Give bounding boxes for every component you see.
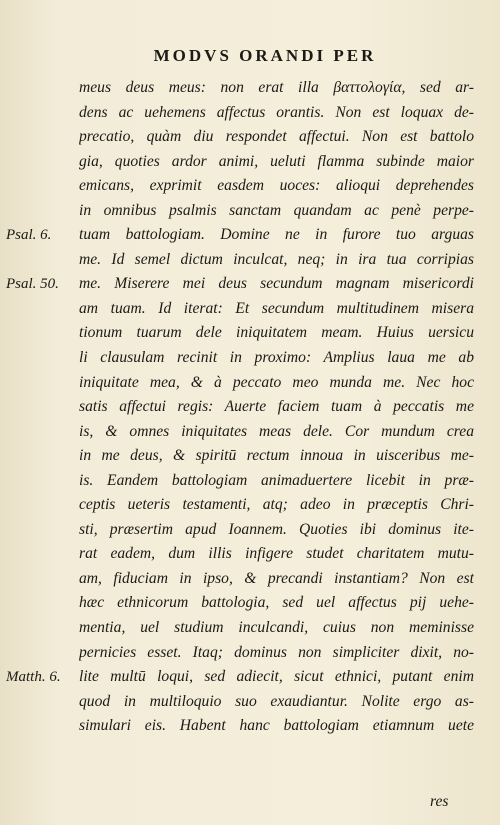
text-line: mentia, uel studium inculcandi, cuius non meminisse <box>79 619 474 637</box>
text-line: am, fiduciam in ipso, & precandi instantiam? Non est <box>79 569 474 587</box>
text-line: hæc ethnicorum battologia, sed uel affectus pij uehe- <box>79 594 474 612</box>
text-line: lite multū loqui, sed adiecit, sicut ethnici, putant enim <box>79 668 474 686</box>
margin-note: Psal. 6. <box>6 227 52 244</box>
text-line: dens ac uehemens affectus orantis. Non est loquax de- <box>79 103 474 121</box>
catchword: res <box>430 793 449 810</box>
text-line: is, & omnes iniquitates meas dele. Cor mundum crea <box>79 422 474 440</box>
text-line: emicans, exprimit easdem uoces: alioqui deprehendes <box>79 177 474 195</box>
text-line: sti, præsertim apud Ioannem. Quoties ibi dominus ite- <box>79 520 474 538</box>
text-line: me. Id semel dictum inculcat, neq; in ira tua corripias <box>79 250 474 268</box>
text-line: meus deus meus: non erat illa βαττολογία, sed ar- <box>79 79 474 96</box>
text-line: tuam battologiam. Domine ne in furore tuo arguas <box>79 226 474 244</box>
text-line: is. Eandem battologiam animaduertere licebit in præ- <box>79 471 474 489</box>
text-line: satis affectui regis: Auerte faciem tuam à peccatis me <box>79 398 474 416</box>
text-line: pernicies esset. Itaq; dominus non simpliciter dixit, no- <box>79 643 474 661</box>
text-line: in omnibus psalmis sanctam quandam ac penè perpe- <box>79 201 474 219</box>
text-line: li clausulam recinit in proximo: Amplius laua me ab <box>79 349 474 367</box>
text-line: tionum tuarum dele iniquitatem meam. Huius uersicu <box>79 324 474 342</box>
text-line: rat eadem, dum illis infigere studet charitatem mutu- <box>79 545 474 563</box>
body-text <box>79 76 474 739</box>
running-header: MODVS ORANDI PER <box>153 46 377 65</box>
text-line: gia, quoties ardor animi, ueluti flamma subinde maior <box>79 152 474 170</box>
text-line: iniquitate mea, & à peccato meo munda me. Nec hoc <box>79 373 474 391</box>
text-line: simulari eis. Habent hanc battologiam etiamnum uete <box>79 717 474 735</box>
text-line: me. Miserere mei deus secundum magnam misericordi <box>79 275 474 293</box>
margin-note: Matth. 6. <box>6 669 61 686</box>
text-line: am tuam. Id iterat: Et secundum multitudinem misera <box>79 299 474 317</box>
margin-note: Psal. 50. <box>6 276 59 293</box>
text-line: in me deus, & spiritū rectum innoua in uisceribus me- <box>79 447 474 465</box>
text-line: ceptis ueteris testamenti, atq; adeo in præceptis Chri- <box>79 496 474 514</box>
text-line: quod in multiloquio suo exaudiantur. Nolite ergo as- <box>79 692 474 710</box>
text-line: precatio, quàm diu respondet affectui. Non est battolo <box>79 128 474 146</box>
